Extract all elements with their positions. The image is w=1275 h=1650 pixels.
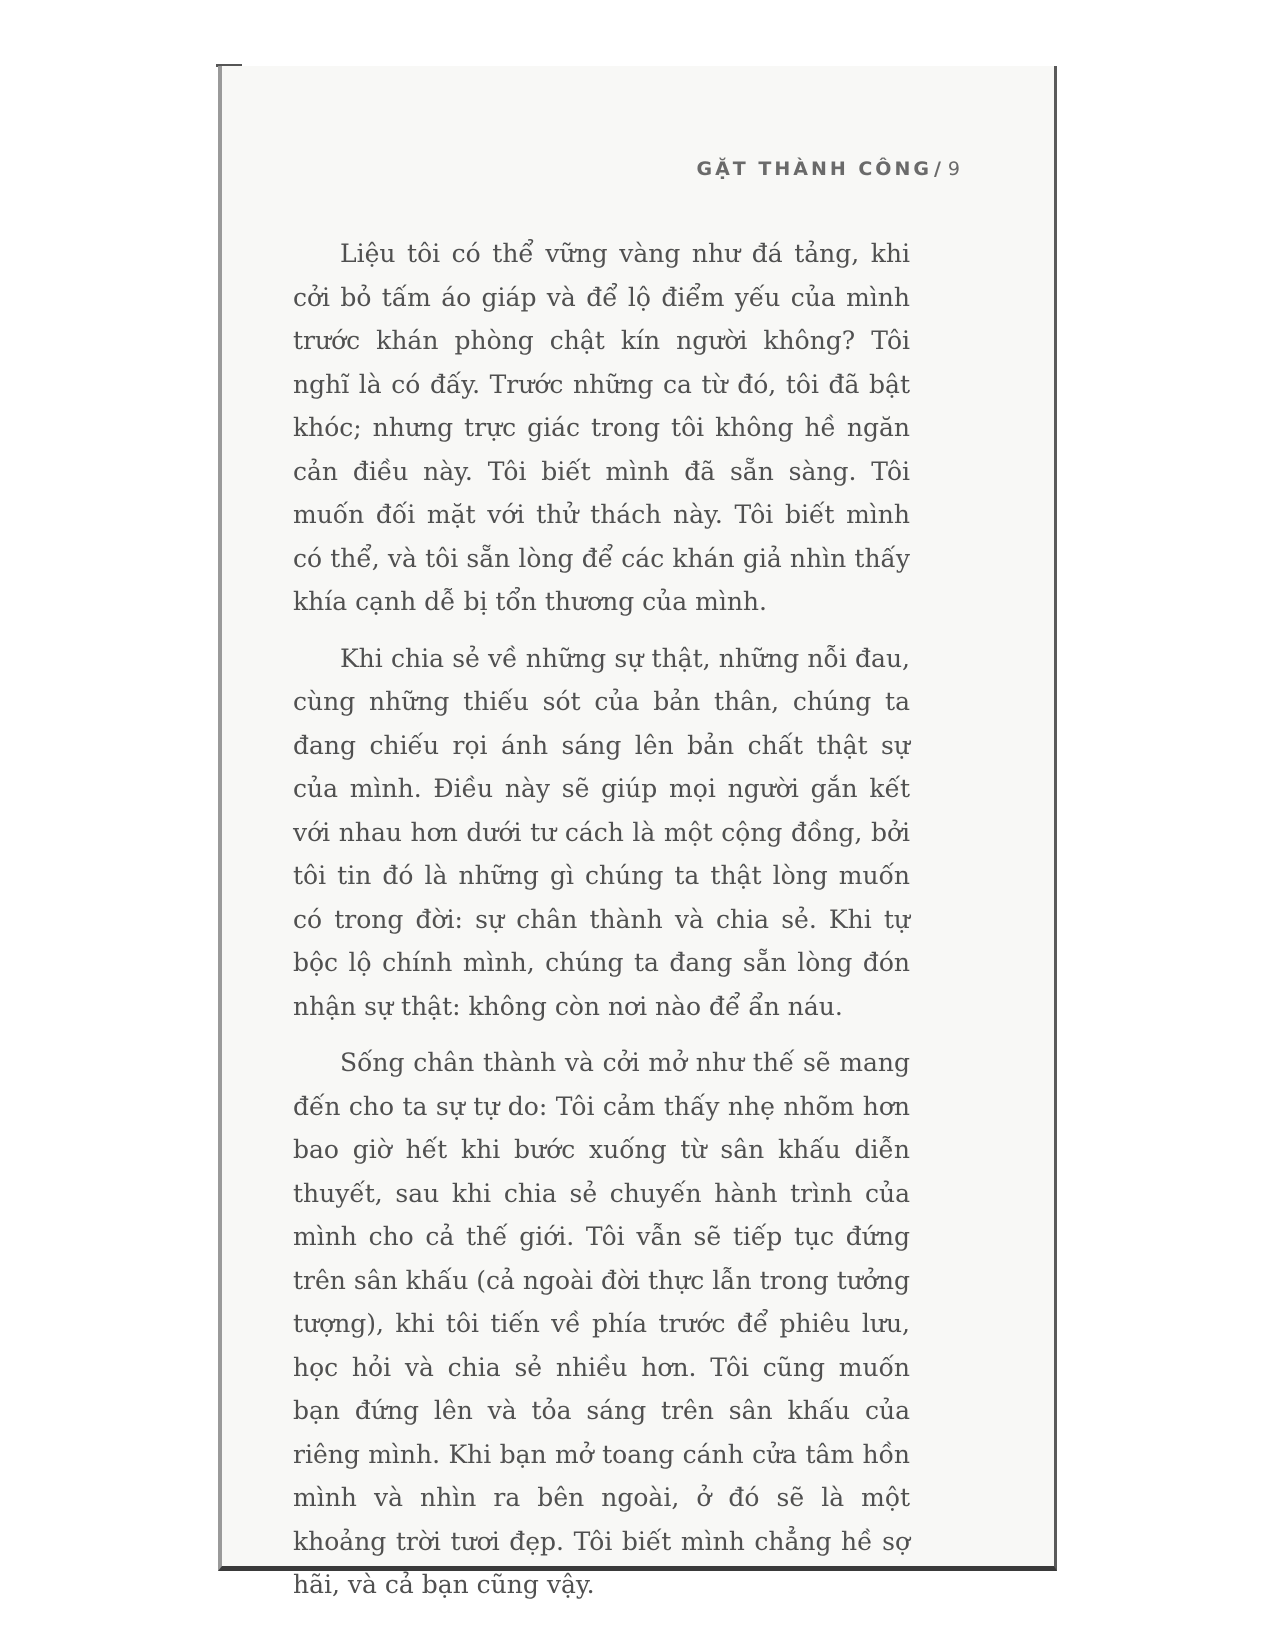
paragraph: Liệu tôi có thể vững vàng như đá tảng, khi cởi bỏ tấm áo giáp và để lộ điểm yếu của mình trước khán phòng chật kín người không? Tôi nghĩ là có đấy. Trước những ca từ đó, tôi đã bật khóc; nhưng trực giác trong tôi không hề ngăn cản điều này. Tôi biết mình đã sẵn sàng. Tôi muốn đối mặt với thử thách này. Tôi biết mình có thể, và tôi sẵn lòng để các khán giả nhìn thấy khía cạnh dễ bị tổn thương của mình.	[293, 239, 910, 616]
page-number: 9	[947, 158, 960, 180]
running-header	[560, 158, 960, 180]
paragraph: Khi chia sẻ về những sự thật, những nỗi đau, cùng những thiếu sót của bản thân, chúng ta đang chiếu rọi ánh sáng lên bản chất thật sự của mình. Điều này sẽ giúp mọi người gắn kết với nhau hơn dưới tư cách là một cộng đồng, bởi tôi tin đó là những gì chúng ta thật lòng muốn có trong đời: sự chân thành và chia sẻ. Khi tự bộc lộ chính mình, chúng ta đang sẵn lòng đón nhận sự thật: không còn nơi nào để ẩn náu.	[293, 643, 910, 1021]
running-title: GẶT THÀNH CÔNG	[696, 158, 932, 180]
header-separator: /	[933, 158, 944, 180]
body-text	[293, 232, 910, 1607]
paragraph: Sống chân thành và cởi mở như thế sẽ mang đến cho ta sự tự do: Tôi cảm thấy nhẹ nhõm hơn bao giờ hết khi bước xuống từ sân khấu diễn thuyết, sau khi chia sẻ chuyến hành trình của mình cho cả thế giới. Tôi vẫn sẽ tiếp tục đứng trên sân khấu (cả ngoài đời thực lẫn trong tưởng tượng), khi tôi tiến về phía trước để phiêu lưu, học hỏi và chia sẻ nhiều hơn. Tôi cũng muốn bạn đứng lên và tỏa sáng trên sân khấu của riêng mình. Khi bạn mở toang cánh cửa tâm hồn mình và nhìn ra bên ngoài, ở đó sẽ là một khoảng trời tươi đẹp. Tôi biết mình chẳng hề sợ hãi, và cả bạn cũng vậy.	[293, 1048, 910, 1599]
